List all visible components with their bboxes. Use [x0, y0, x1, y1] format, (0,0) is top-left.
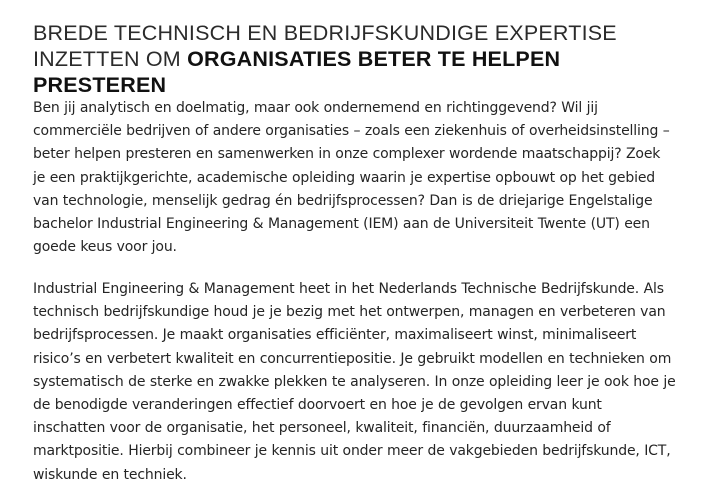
paragraph-line: beter helpen presteren en samenwerken in onze complexer wordende maatschappij? Zoek [33, 146, 661, 163]
paragraph-line: risico’s en verbetert kwaliteit en concurrentiepositie. Je gebruikt modellen en technieken om [33, 350, 672, 367]
paragraph-line: van technologie, menselijk gedrag én bedrijfsprocessen? Dan is de driejarige Engelstalige [33, 192, 653, 209]
paragraph-line: goede keus voor jou. [33, 239, 177, 256]
heading-line-1: BREDE TECHNISCH EN BEDRIJFSKUNDIGE EXPERTISE [33, 21, 617, 45]
heading-line-2-light: INZETTEN OM [33, 47, 188, 71]
heading-line-2-bold: ORGANISATIES BETER TE HELPEN PRESTEREN [33, 47, 561, 97]
paragraph-line: Industrial Engineering & Management heet in het Nederlands Technische Bedrijfskunde. Als [33, 281, 664, 297]
paragraph-line: wiskunde en techniek. [33, 466, 187, 483]
paragraph-line: commerciële bedrijven of andere organisaties – zoals een ziekenhuis of overheidsinstelling – [33, 123, 670, 140]
paragraph-line: je een praktijkgerichte, academische opleiding waarin je expertise opbouwt op het gebied [33, 169, 656, 186]
paragraph-line: bachelor Industrial Engineering & Management (IEM) aan de Universiteit Twente (UT) een [33, 216, 650, 233]
document-page [33, 20, 683, 483]
paragraph-line: de benodigde veranderingen effectief doorvoert en hoe je de gevolgen ervan kunt [33, 397, 602, 414]
paragraph-line: bedrijfsprocessen. Je maakt organisaties efficiënter, maximaliseert winst, minimaliseert [33, 327, 637, 344]
description-paragraph [33, 278, 683, 487]
paragraph-line: inschatten voor de organisatie, het personeel, kwaliteit, financiën, duurzaamheid of [33, 420, 611, 437]
paragraph-line: marktpositie. Hierbij combineer je kennis uit onder meer de vakgebieden bedrijfskunde, ICT, [33, 443, 671, 460]
intro-paragraph [33, 97, 683, 259]
paragraph-line: systematisch de sterke en zwakke plekken te analyseren. In onze opleiding leer je ook hoe je [33, 373, 676, 390]
paragraph-line: Ben jij analytisch en doelmatig, maar ook ondernemend en richtinggevend? Wil jij [33, 100, 598, 116]
page-heading [33, 20, 683, 98]
paragraph-line: technisch bedrijfskundige houd je je bezig met het ontwerpen, managen en verbeteren van [33, 304, 666, 321]
